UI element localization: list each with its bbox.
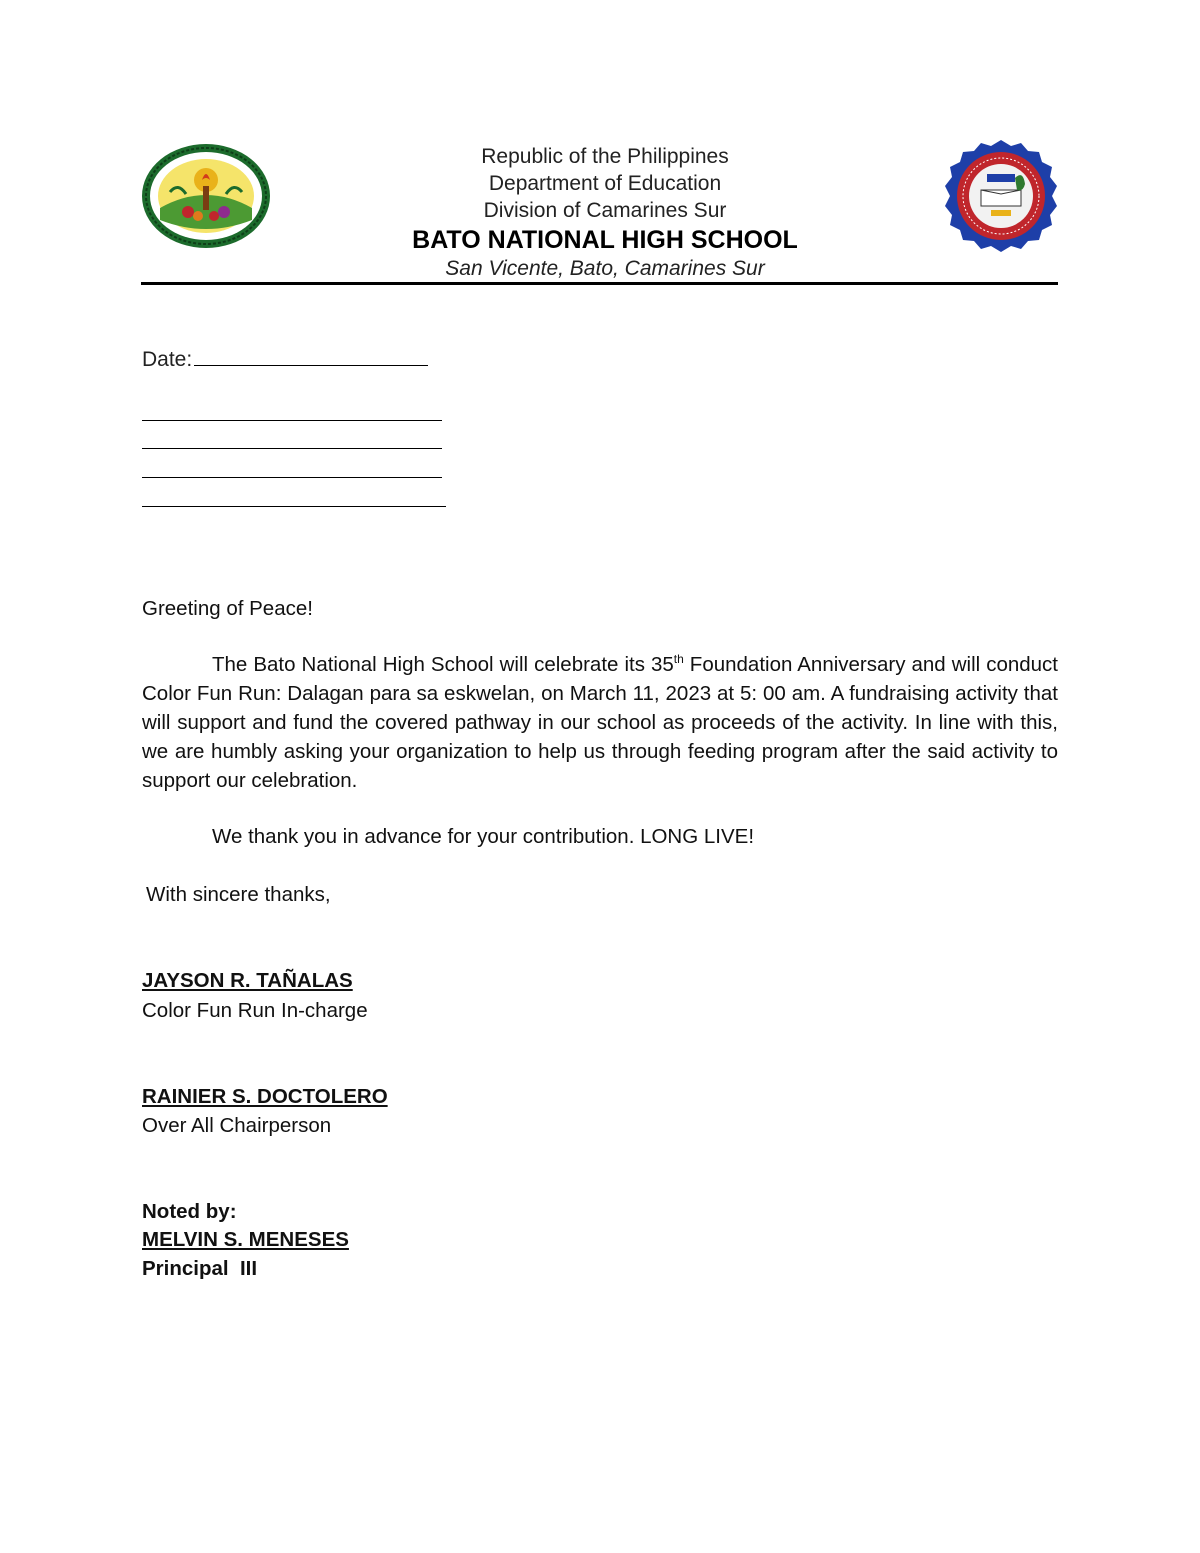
header-division: Division of Camarines Sur: [483, 199, 727, 222]
principal-name: MELVIN S. MENESES: [142, 1228, 349, 1251]
noted-by-label: Noted by:: [142, 1200, 237, 1223]
closing: With sincere thanks,: [146, 883, 331, 906]
recipient-blank-line: [142, 506, 446, 507]
signatory-title: Color Fun Run In-charge: [142, 999, 368, 1022]
school-name: BATO NATIONAL HIGH SCHOOL: [412, 226, 798, 254]
date-label: Date:: [142, 348, 193, 371]
recipient-blank-line: [142, 477, 442, 478]
header-department: Department of Education: [488, 172, 722, 195]
paragraph-start: The Bato National High School will celebrate its 35: [212, 653, 674, 676]
signatory-title: Over All Chairperson: [142, 1114, 332, 1137]
thanks-line: We thank you in advance for your contribution. LONG LIVE!: [212, 825, 755, 848]
header-republic: Republic of the Philippines: [481, 145, 729, 168]
greeting: Greeting of Peace!: [142, 597, 313, 620]
ordinal-suffix: th: [673, 652, 684, 667]
header-divider: [141, 282, 1058, 285]
signatory-name: JAYSON R. TAÑALAS: [142, 969, 353, 992]
school-address: San Vicente, Bato, Camarines Sur: [445, 257, 765, 280]
school-seal-icon: [937, 140, 1065, 252]
date-field: [142, 343, 428, 372]
letterhead: [305, 143, 905, 282]
date-blank: [194, 343, 428, 366]
main-paragraph: [142, 650, 1058, 795]
province-seal-icon: [140, 142, 272, 250]
signatory-name: RAINIER S. DOCTOLERO: [142, 1085, 388, 1108]
paragraph-rest: Foundation Anniversary and will conduct Color Fun Run: Dalagan para sa eskwelan, on March 11, 2023 at 5: 00 am. A fundraising activity that will support and fund the covered pathway in our school as proceeds of the activity. In line with this, we are humbly asking your organization to help us through feeding program after the said activity to support our celebration.: [142, 653, 1059, 792]
recipient-blank-line: [142, 448, 442, 449]
principal-title: Principal III: [142, 1257, 258, 1280]
recipient-blank-line: [142, 420, 442, 421]
